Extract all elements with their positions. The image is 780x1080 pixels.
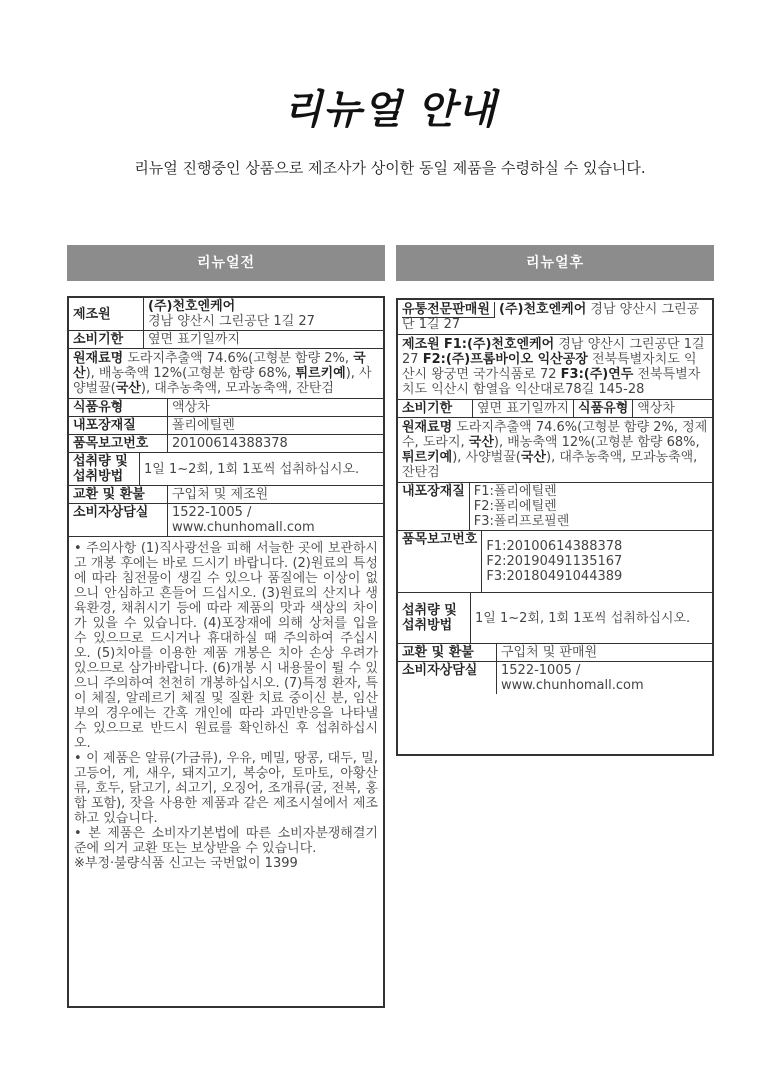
before-manufacturer-name: (주)천호엔케어 (148, 299, 236, 314)
after-packaging-label: 내포장재질 (402, 484, 465, 499)
after-label-panel (396, 298, 714, 756)
before-report-label: 품목보고번호 (69, 435, 168, 452)
after-report-f1: F1:20100614388378 (486, 539, 623, 554)
after-distributor-address: 경남 양산시 그린공단 1길 27 (402, 302, 700, 332)
before-label-panel (67, 296, 385, 1008)
before-packaging-label: 내포장재질 (69, 417, 168, 434)
page-subtitle: 리뉴얼 진행중인 상품으로 제조사가 상이한 동일 제품을 수령하실 수 있습니다. (134, 159, 646, 177)
after-intake-value: 1일 1~2회, 1회 1포씩 섭취하십시오. (475, 610, 691, 626)
before-consult-url: www.chunhomall.com (172, 520, 315, 535)
after-intake-label: 섭취량 및 섭취방법 (398, 593, 471, 643)
before-intake-row (69, 453, 383, 486)
after-expiry-label: 소비기한 (398, 400, 473, 417)
before-header: 리뉴얼전 (67, 245, 385, 281)
after-report-f2: F2:20190491135167 (486, 554, 623, 569)
after-distributor-label: 유통전문판매원 (402, 302, 495, 318)
before-expiry-value: 옆면 표기일까지 (148, 332, 241, 347)
after-header: 리뉴얼후 (396, 245, 714, 281)
after-expiry-row (398, 400, 712, 418)
before-report-row (69, 435, 383, 453)
before-notice-report: ※부정·불량식품 신고는 국번없이 1399 (74, 856, 298, 871)
before-notice-allergen: • 이 제품은 알류(가금류), 우유, 메밀, 땅콩, 대두, 밀, 고등어, 게, 새우, 돼지고기, 복숭아, 토마토, 아황산류, 호두, 닭고기, 쇠고기, 오징어, 조개류(굴, 전복, 홍합 포함), 잣을 사용한 제품과 같은 제조시설에서 제조하고 있습니다. (74, 751, 378, 826)
after-packaging-f3: F3:폴리프로필렌 (473, 514, 570, 529)
after-distributor (398, 300, 712, 335)
after-exchange-value: 구입처 및 판매원 (501, 645, 598, 660)
after-ingredients: 원재료명 도라지추출액 74.6%(고형분 함량 2%, 정제수, 도라지, 국산), 배농축액 12%(고형분 함량 68%, 튀르키예), 사양벌꿀(국산), 대추농축액, 모과농축액, 잔탄검 (398, 418, 712, 483)
after-consult-url: www.chunhomall.com (501, 678, 644, 693)
after-consult-phone: 1522-1005 / (501, 663, 581, 678)
after-intake-row (398, 593, 712, 644)
after-consult-row (398, 662, 712, 694)
after-report-f3: F3:20180491044389 (486, 569, 623, 584)
before-packaging-row (69, 417, 383, 435)
after-exchange-row (398, 644, 712, 662)
before-ingredients-label: 원재료명 (73, 351, 124, 366)
after-expiry-value: 옆면 표기일까지 (473, 400, 574, 417)
before-exchange-value: 구입처 및 제조원 (172, 487, 269, 502)
before-manufacturer-row (69, 298, 383, 331)
before-manufacturer-label: 제조원 (69, 298, 144, 330)
before-intake-value: 1일 1~2회, 1회 1포씩 섭취하십시오. (144, 461, 360, 477)
after-report-label: 품목보고번호 (402, 532, 478, 547)
after-exchange-label: 교환 및 환불 (398, 644, 497, 661)
before-manufacturer-address: 경남 양산시 그린공단 1길 27 (148, 314, 315, 329)
before-expiry-label: 소비기한 (69, 331, 144, 348)
before-consult-phone: 1522-1005 / (172, 505, 252, 520)
before-notice-exchange: • 본 제품은 소비자기본법에 따른 소비자분쟁해결기준에 의거 교환 또는 보상받을 수 있습니다. (74, 826, 378, 856)
before-exchange-label: 교환 및 환불 (69, 486, 168, 503)
before-expiry-row (69, 331, 383, 349)
after-ingredients-label: 원재료명 (402, 420, 453, 435)
before-notice (69, 537, 383, 875)
after-food-type-value: 액상차 (637, 401, 675, 416)
after-manufacturer-label: 제조원 (402, 337, 440, 352)
after-distributor-name: (주)천호엔케어 (499, 302, 587, 317)
after-report-row (398, 531, 712, 593)
after-packaging-row (398, 483, 712, 531)
after-consult-label: 소비자상담실 (398, 662, 497, 694)
before-packaging-value: 폴리에틸렌 (172, 418, 235, 433)
before-report-value: 20100614388378 (172, 436, 288, 451)
before-consult-row (69, 504, 383, 537)
after-manufacturer: 제조원 F1:(주)천호엔케어 경남 양산시 그린공단 1길 27 F2:(주)프롬바이오 익산공장 전북특별자치도 익산시 왕궁면 국가식품로 72 F3:(주)연두 전북특별자치도 익산시 함열읍 익산대로78길 145-28 (398, 335, 712, 400)
after-packaging-f2: F2:폴리에틸렌 (473, 499, 557, 514)
after-food-type-label: 식품유형 (574, 400, 633, 417)
after-packaging-f1: F1:폴리에틸렌 (473, 484, 557, 499)
before-exchange-row (69, 486, 383, 504)
before-ingredients: 원재료명 도라지추출액 74.6%(고형분 함량 2%, 국산), 배농축액 12%(고형분 함량 68%, 튀르키예), 사양벌꿀(국산), 대추농축액, 모과농축액, 잔탄검 (69, 349, 383, 399)
before-food-type-label: 식품유형 (69, 399, 168, 416)
before-food-type-row (69, 399, 383, 417)
before-notice-caution: • 주의사항 (1)직사광선을 피해 서늘한 곳에 보관하시고 개봉 후에는 바로 드시기 바랍니다. (2)원료의 특성에 따라 침전물이 생길 수 있으나 품질에는 이상이 없으니 안심하고 흔들어 드십시오. (3)원료의 산지나 생육환경, 채취시기 등에 따라 제품의 맛과 색상의 차이가 있을 수 있습니다. (4)포장재에 의해 상처를 입을 수 있으므로 드시거나 휴대하실 때 주의하여 주십시오. (5)치아를 이용한 제품 개봉은 치아 손상 우려가 있으므로 삼가바랍니다. (6)개봉 시 내용물이 튈 수 있으니 주의하여 천천히 개봉하십시오. (7)특정 환자, 특이 체질, 알레르기 체질 및 질환 치료 중이신 분, 임산부의 경우에는 간혹 개인에 따라 과민반응을 나타낼 수 있으므로 반드시 원료를 확인하신 후 섭취하십시오. (74, 541, 378, 751)
page-title: 리뉴얼 안내 (283, 87, 497, 133)
before-consult-label: 소비자상담실 (69, 504, 168, 536)
before-intake-label: 섭취량 및 섭취방법 (69, 453, 140, 485)
before-food-type-value: 액상차 (172, 400, 210, 415)
